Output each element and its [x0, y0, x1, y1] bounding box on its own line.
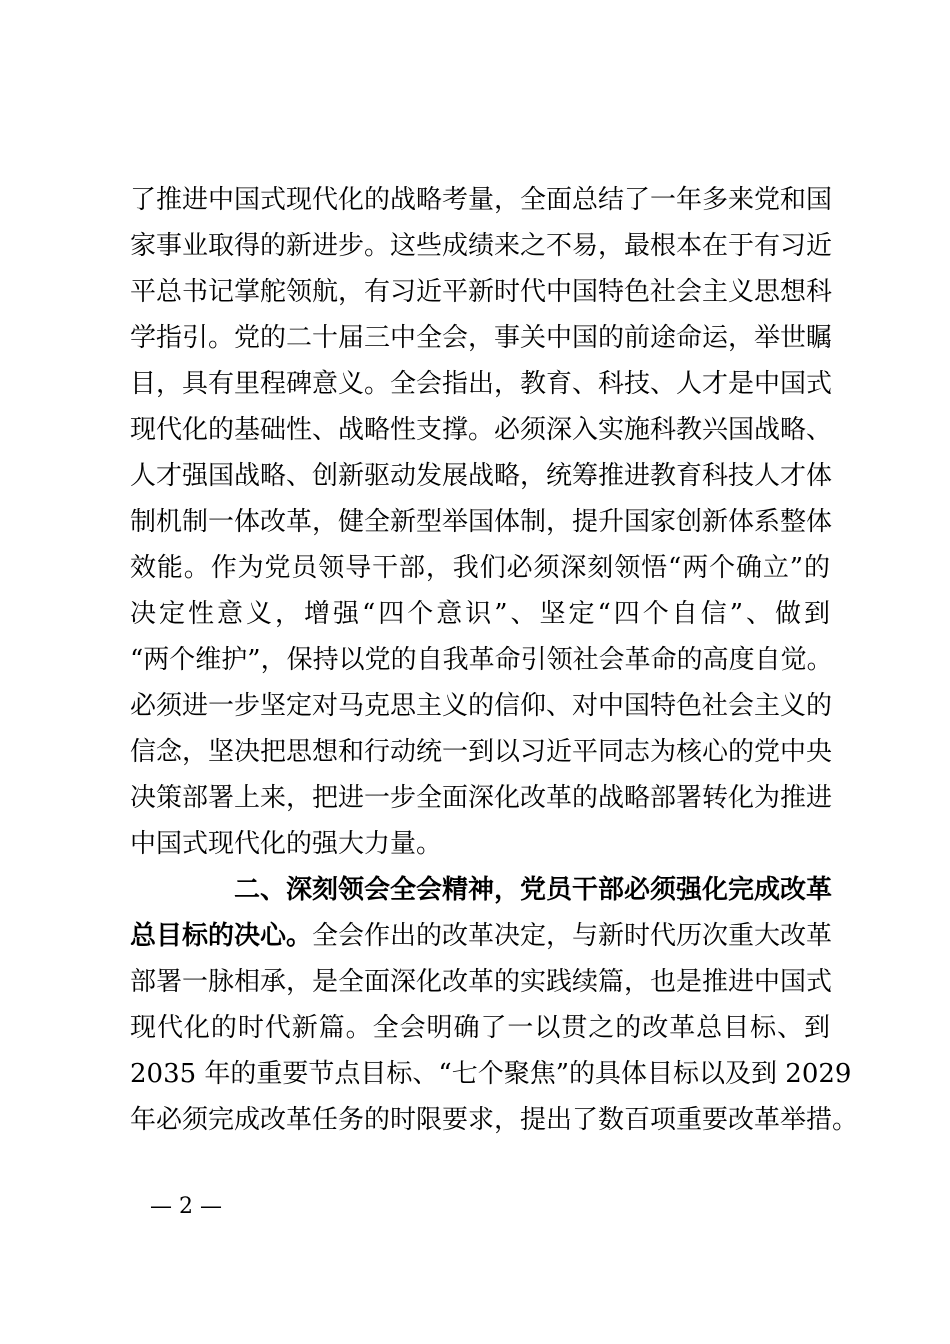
text-line: 了推进中国式现代化的战略考量，全面总结了一年多来党和国: [130, 185, 833, 215]
text-line: 年必须完成改革任务的时限要求，提出了数百项重要改革举措。: [130, 1105, 859, 1135]
text-line: 平总书记掌舵领航，有习近平新时代中国特色社会主义思想科: [130, 277, 833, 307]
section-heading-tail: 总目标的决心。: [130, 921, 313, 951]
text-line: 2035 年的重要节点目标、“七个聚焦”的具体目标以及到 2029: [130, 1059, 852, 1089]
text-line: 制机制一体改革，健全新型举国体制，提升国家创新体系整体: [130, 507, 833, 537]
section-heading: [130, 868, 833, 912]
text-line: 学指引。党的二十届三中全会，事关中国的前途命运，举世瞩: [130, 323, 833, 353]
text-line: 现代化的基础性、战略性支撑。必须深入实施科教兴国战略、: [130, 415, 833, 445]
text-line: 信念，坚决把思想和行动统一到以习近平同志为核心的党中央: [130, 737, 833, 767]
text-line: 效能。作为党员领导干部，我们必须深刻领悟“两个确立”的: [130, 553, 830, 583]
text-line: 部署一脉相承，是全面深化改革的实践续篇，也是推进中国式: [130, 967, 833, 997]
body-text: 全会作出的改革决定，与新时代历次重大改革: [312, 921, 833, 951]
text-line: 现代化的时代新篇。全会明确了一以贯之的改革总目标、到: [130, 1013, 830, 1043]
text-line: 人才强国战略、创新驱动发展战略，统筹推进教育科技人才体: [130, 461, 833, 491]
text-line: [130, 914, 833, 958]
section-heading-text: 二、深刻领会全会精神，党员干部必须强化完成改革: [234, 875, 833, 905]
text-line: 必须进一步坚定对马克思主义的信仰、对中国特色社会主义的: [130, 691, 833, 721]
text-line: 目，具有里程碑意义。全会指出，教育、科技、人才是中国式: [130, 369, 833, 399]
text-line: 家事业取得的新进步。这些成绩来之不易，最根本在于有习近: [130, 231, 833, 261]
text-line: 决策部署上来，把进一步全面深化改革的战略部署转化为推进: [130, 783, 833, 813]
text-line: 中国式现代化的强大力量。: [130, 829, 443, 859]
page-number: — 2 —: [150, 1194, 222, 1219]
text-line: 决定性意义，增强“四个意识”、坚定“四个自信”、做到: [130, 599, 830, 629]
text-line: “两个维护”，保持以党的自我革命引领社会革命的高度自觉。: [130, 645, 833, 675]
